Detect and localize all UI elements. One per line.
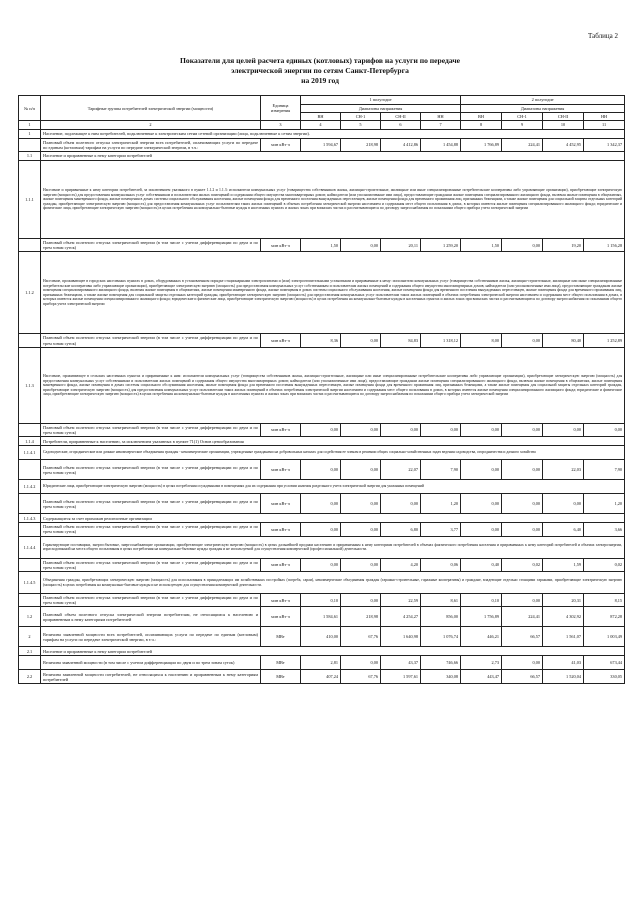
value-cell: 3,77 bbox=[421, 523, 461, 536]
value-cell: 1,50 bbox=[301, 239, 341, 252]
value-cell: 224,41 bbox=[502, 138, 543, 151]
row-description: Объединения граждан, приобретающих электрическую энергию (мощность) для использования в принадлежащих им хозяйственных постройках (погреба, сараи), некоммерческие объединения граждан (гаражно-строительные, гаражные кооперативы) и граждане, владеющие отдельно стоящими гаражами, приобретающие электрическую энергию (мощность) в целях потребления на коммунально-бытовые нужды и не используемую для осуществления коммерческой деятельности. bbox=[41, 572, 625, 594]
value-cell: 0,00 bbox=[341, 558, 381, 571]
value-cell: 41,03 bbox=[543, 656, 584, 670]
row-description: Плановый объем полезного отпуска электрической энергии всех потребителей, оплачивающих услуги по передаче по единым (котловым) тарифам на услуги по передаче электрической энергии, в т.ч.: bbox=[41, 138, 261, 151]
value-cell: 872,28 bbox=[584, 607, 625, 627]
row-number: 1.1.2 bbox=[19, 252, 41, 334]
value-cell: 0,06 bbox=[421, 558, 461, 571]
value-cell: 1 594,67 bbox=[301, 138, 341, 151]
row-number: 1 bbox=[19, 129, 41, 138]
value-cell: 7,90 bbox=[421, 460, 461, 480]
value-cell: 856,00 bbox=[421, 607, 461, 627]
header-num: № п/п bbox=[19, 96, 41, 121]
table-row bbox=[19, 446, 625, 460]
value-cell: 410,00 bbox=[301, 627, 341, 647]
value-cell: 673,44 bbox=[584, 656, 625, 670]
value-cell: 0,00 bbox=[502, 334, 543, 347]
value-cell: 67,76 bbox=[341, 670, 381, 684]
header-col-vn: ВН bbox=[301, 113, 341, 121]
table-row bbox=[19, 670, 625, 684]
row-number bbox=[19, 423, 41, 436]
title-line-1: Показатели для целей расчета единых (котловых) тарифов на услуги по передаче bbox=[179, 56, 461, 65]
header-unit: Единица измерения bbox=[261, 96, 301, 121]
value-cell: 0,00 bbox=[502, 494, 543, 514]
value-cell: 0,00 bbox=[341, 656, 381, 670]
value-cell: 0,00 bbox=[301, 423, 341, 436]
tariff-table bbox=[18, 95, 625, 684]
table-row bbox=[19, 129, 625, 138]
value-cell: 6,40 bbox=[543, 523, 584, 536]
table-row bbox=[19, 423, 625, 436]
row-description: Плановый объем полезного отпуска электрической энергии (в том числе с учетом дифференциации по двум и по трем зонам суток) bbox=[41, 558, 261, 571]
row-description: Плановый объем полезного отпуска электрической энергии потребителям, не относящимся к населению и приравненным к нему категориям потребителей bbox=[41, 607, 261, 627]
value-cell: 4 412,86 bbox=[381, 138, 421, 151]
row-unit: МВт bbox=[261, 627, 301, 647]
value-cell: 0,10 bbox=[461, 594, 502, 607]
row-number: 2 bbox=[19, 627, 41, 647]
value-cell: 43,37 bbox=[381, 656, 421, 670]
row-description: Плановый объем полезного отпуска электрической энергии (в том числе с учетом дифференциации по двум и по трем зонам суток) bbox=[41, 239, 261, 252]
value-cell: 1 156,28 bbox=[584, 239, 625, 252]
row-number bbox=[19, 494, 41, 514]
row-description: Плановый объем полезного отпуска электрической энергии (в том числе с учетом дифференциации по двум и по трем зонам суток) bbox=[41, 494, 261, 514]
column-index: 6 bbox=[381, 121, 421, 129]
row-number: 1.1.1 bbox=[19, 161, 41, 239]
value-cell: 0,00 bbox=[461, 423, 502, 436]
column-index: 8 bbox=[461, 121, 502, 129]
value-cell: 0,00 bbox=[502, 594, 543, 607]
value-cell: 0,00 bbox=[381, 423, 421, 436]
row-number bbox=[19, 594, 41, 607]
table-row bbox=[19, 536, 625, 558]
row-unit: МВт bbox=[261, 670, 301, 684]
value-cell: 4,20 bbox=[381, 558, 421, 571]
header-col-vn: ВН bbox=[461, 113, 502, 121]
row-number: 1.1 bbox=[19, 152, 41, 161]
value-cell: 1,20 bbox=[421, 494, 461, 514]
value-cell: 8,15 bbox=[584, 594, 625, 607]
row-description: Население и приравненные к нему категории потребителей, за исключением указанного в пункте 1.1.2 и 1.1.3: исполнители коммунальных услуг (товарищества собственников жилья, жилищно-строительные, жилищные или иные специализированные потребительские кооперативы либо управляющие организации), приобретающие электрическую энергию (мощность) для предоставления коммунальных услуг собственникам и пользователям жилых помещений и содержания общего имущества многоквартирных домов; наймодатели (или уполномоченные ими лица), предоставляющие гражданам жилые помещения специализированного жилищного фонда, включая жилые помещения в общежитиях, жилые помещения маневренного фонда, жилые помещения в домах системы социального обслуживания населения, жилые помещения фонда для временного поселения вынужденных переселенцев, жилые помещения фонда для временного проживания лиц, признанных беженцами, а также жилые помещения для социальной защиты отдельных категорий граждан, приобретающие электрическую энергию (мощность) для предоставления коммунальных услуг пользователям таких жилых помещений в объемах потребления электрической энергии населением и содержания мест общего пользования в домах, в которых имеются жилые помещения специализированного жилищного фонда; юридические и физические лица, приобретающие электрическую энергию (мощность) в целях потребления на коммунально-бытовые нужды в населенных пунктах и жилых зонах при воинских частях и рассчитывающиеся по договору энергоснабжения по показаниям общего прибора учета электрической энергии bbox=[41, 161, 625, 239]
row-number bbox=[19, 523, 41, 536]
row-description: Гарантирующие поставщики, энергосбытовые, энергоснабжающие организации, приобретающие электрическую энергию (мощность) в целях дальнейшей продажи населению и приравненным к нему категориям потребителей в объемах фактического потребления населения и приравненных к нему категорий потребителей и объемах электроэнергии, израсходованной на места общего пользования в целях потребления на коммунально-бытовые нужды граждан и не используемой для осуществления коммерческой (профессиональной) деятельности. bbox=[41, 536, 625, 558]
value-cell: 20,11 bbox=[381, 239, 421, 252]
value-cell: 1,20 bbox=[584, 494, 625, 514]
value-cell: 0,02 bbox=[584, 558, 625, 571]
table-row bbox=[19, 594, 625, 607]
table-row bbox=[19, 523, 625, 536]
row-unit: млн кВт·ч bbox=[261, 138, 301, 151]
value-cell: 1 520,04 bbox=[543, 670, 584, 684]
value-cell: 0,00 bbox=[341, 523, 381, 536]
value-cell: 0,00 bbox=[502, 239, 543, 252]
value-cell: 67,76 bbox=[341, 627, 381, 647]
value-cell: 1,50 bbox=[461, 239, 502, 252]
column-index: 7 bbox=[421, 121, 461, 129]
value-cell: 2,73 bbox=[461, 656, 502, 670]
value-cell: 0,40 bbox=[461, 558, 502, 571]
value-cell: 0,00 bbox=[341, 334, 381, 347]
value-cell: 1 584,61 bbox=[301, 607, 341, 627]
value-cell: 4 302,92 bbox=[543, 607, 584, 627]
row-description: Население, подлежащее к ним потребителей, подключенные к электрическим сетям сетевой организации (лица, подключенные к сетям энергии). bbox=[41, 129, 625, 138]
value-cell: 330,05 bbox=[584, 670, 625, 684]
value-cell: 19,20 bbox=[543, 239, 584, 252]
row-number: 1.1.4.2 bbox=[19, 480, 41, 494]
value-cell: 22,03 bbox=[543, 460, 584, 480]
header-col-nn: НН bbox=[584, 113, 625, 121]
value-cell: 0,00 bbox=[301, 558, 341, 571]
header-levels-1: Диапазоны напряжения bbox=[301, 105, 461, 113]
table-row bbox=[19, 239, 625, 252]
value-cell: 1 259,20 bbox=[421, 239, 461, 252]
value-cell: 0,00 bbox=[341, 239, 381, 252]
header-levels-2: Диапазоны напряжения bbox=[461, 105, 625, 113]
value-cell: 8,36 bbox=[301, 334, 341, 347]
header-groups: Тарифные группы потребителей электрической энергии (мощности) bbox=[41, 96, 261, 121]
value-cell: 0,00 bbox=[381, 494, 421, 514]
table-row bbox=[19, 494, 625, 514]
value-cell: 4 452,95 bbox=[543, 138, 584, 151]
header-half-2: 2 полугодие bbox=[461, 96, 625, 105]
row-description: Плановый объем полезного отпуска электрической энергии (в том числе с учетом дифференциации по двум и по трем зонам суток) bbox=[41, 423, 261, 436]
value-cell: 0,00 bbox=[502, 423, 543, 436]
value-cell: 340,08 bbox=[421, 670, 461, 684]
table-row bbox=[19, 460, 625, 480]
value-cell: 80,40 bbox=[543, 334, 584, 347]
value-cell: 224,41 bbox=[502, 607, 543, 627]
row-description: Население, проживающее в городских населенных пунктах в домах, оборудованных в установленном порядке стационарными электроплитами и (или) электроотопительными установками и приравненные к нему: исполнители коммунальных услуг (товарищества собственников жилья, жилищно-строительные, жилищные или иные специализированные потребительские кооперативы либо управляющие организации), приобретающие электрическую энергию (мощность) для предоставления коммунальных услуг собственникам и пользователям жилых помещений и содержания общего имущества многоквартирных домов; наймодатели (или уполномоченные ими лица), предоставляющие гражданам жилые помещения специализированного жилищного фонда, включая жилые помещения в общежитиях, жилые помещения маневренного фонда, жилые помещения в домах системы социального обслуживания населения, жилые помещения фонда для временного поселения вынужденных переселенцев, жилые помещения фонда для временного проживания лиц, признанных беженцами, а также жилые помещения для социальной защиты отдельных категорий граждан, приобретающие электрическую энергию (мощность) для предоставления коммунальных услуг пользователям таких жилых помещений в объемах потребления электрической энергии населением и содержания мест общего пользования в домах, в которых имеются жилые помещения специализированного жилищного фонда; юридические и физические лица, приобретающие электрическую энергию (мощность) в целях потребления на коммунально-бытовые нужды в населенных пунктах и жилых зонах при воинских частях и рассчитывающиеся по договору энергоснабжения по показаниям общего прибора учета электрической энергии bbox=[41, 252, 625, 334]
row-number: 1.2 bbox=[19, 607, 41, 627]
row-unit: млн кВт·ч bbox=[261, 460, 301, 480]
value-cell: 1 597,61 bbox=[381, 670, 421, 684]
table-row bbox=[19, 252, 625, 334]
value-cell: 0,00 bbox=[341, 494, 381, 514]
row-number: 1.1.4.3 bbox=[19, 514, 41, 523]
value-cell: 66,57 bbox=[502, 627, 543, 647]
header-col-sn1: СН-1 bbox=[502, 113, 543, 121]
value-cell: 0,00 bbox=[341, 594, 381, 607]
row-description: Население, проживающее в сельских населенных пунктах и приравненные к ним: исполнители коммунальных услуг (товарищества собственников жилья, жилищно-строительные, жилищные или иные специализированные потребительские кооперативы либо управляющие организации), приобретающие электрическую энергию (мощность) для предоставления коммунальных услуг собственникам и пользователям жилых помещений и содержания общего имущества многоквартирных домов; наймодатели (или уполномоченные ими лица), предоставляющие гражданам жилые помещения специализированного жилищного фонда, включая жилые помещения в общежитиях, жилые помещения маневренного фонда, жилые помещения в домах системы социального обслуживания населения, жилые помещения фонда для временного поселения вынужденных переселенцев, жилые помещения фонда для временного проживания лиц, признанных беженцами, а также жилые помещения для социальной защиты отдельных категорий граждан, приобретающие электрическую энергию (мощность) для предоставления коммунальных услуг пользователям таких жилых помещений в объемах потребления электрической энергии населением и содержания мест общего пользования в домах, в которых имеются жилые помещения специализированного жилищного фонда; юридические и физические лица, приобретающие электрическую энергию (мощность) в целях потребления на коммунально-бытовые нужды в населенных пунктах и жилых зонах при воинских частях и рассчитывающиеся по договору энергоснабжения по показаниям общего прибора учета электрической энергии bbox=[41, 347, 625, 423]
column-index: 1 bbox=[19, 121, 41, 129]
value-cell: 0,00 bbox=[543, 494, 584, 514]
value-cell: 20,31 bbox=[543, 594, 584, 607]
row-description: Население и приравненные к нему категории потребителей bbox=[41, 647, 625, 656]
header-col-sn2: СН-II bbox=[381, 113, 421, 121]
value-cell: 407,24 bbox=[301, 670, 341, 684]
value-cell: 66,57 bbox=[502, 670, 543, 684]
value-cell: 1 756,89 bbox=[461, 607, 502, 627]
value-cell: 7,90 bbox=[584, 460, 625, 480]
value-cell: 1 318,12 bbox=[421, 334, 461, 347]
row-description: Плановый объем полезного отпуска электрической энергии (в том числе с учетом дифференциации по двум и по трем зонам суток) bbox=[41, 460, 261, 480]
row-description: Плановый объем полезного отпуска электрической энергии (в том числе с учетом дифференциации по двум и по трем зонам суток) bbox=[41, 594, 261, 607]
value-cell: 1 076,74 bbox=[421, 627, 461, 647]
row-number bbox=[19, 656, 41, 670]
table-row bbox=[19, 334, 625, 347]
column-index: 5 bbox=[341, 121, 381, 129]
row-description: Величина заявленной мощности потребителей, не относящихся к населению и приравненным к нему категориям потребителей bbox=[41, 670, 261, 684]
column-index: 11 bbox=[584, 121, 625, 129]
row-unit: млн кВт·ч bbox=[261, 607, 301, 627]
table-row bbox=[19, 347, 625, 423]
value-cell: 1 561,07 bbox=[543, 627, 584, 647]
title-line-3: на 2019 год bbox=[301, 76, 339, 85]
row-description: Плановый объем полезного отпуска электрической энергии (в том числе с учетом дифференциации по двум и по трем зонам суток) bbox=[41, 523, 261, 536]
value-cell: 0,00 bbox=[461, 523, 502, 536]
value-cell: 746,66 bbox=[421, 656, 461, 670]
row-unit: МВт bbox=[261, 656, 301, 670]
row-description: Садоводческие, огороднические или дачные некоммерческие объединения граждан - некоммерческие организации, учрежденные гражданами на добровольных началах для содействия ее членам в решении общих социально-хозяйственных задач ведения садоводства, огородничества и дачного хозяйства bbox=[41, 446, 625, 460]
table-row bbox=[19, 558, 625, 571]
value-cell: 443,47 bbox=[461, 670, 502, 684]
value-cell: 0,00 bbox=[502, 460, 543, 480]
value-cell: 218,98 bbox=[341, 607, 381, 627]
value-cell: 8,61 bbox=[421, 594, 461, 607]
value-cell: 1 342,37 bbox=[584, 138, 625, 151]
value-cell: 3,66 bbox=[584, 523, 625, 536]
row-description: Юридические лица, приобретающие электрическую энергию (мощность) в целях потребления осужденными в помещениях для их содержания при условии наличия раздельного учета электрической энергии для указанных помещений bbox=[41, 480, 625, 494]
table-row bbox=[19, 572, 625, 594]
value-cell: 0,02 bbox=[502, 558, 543, 571]
value-cell: 1 252,89 bbox=[584, 334, 625, 347]
table-row bbox=[19, 138, 625, 151]
value-cell: 0,00 bbox=[461, 494, 502, 514]
column-index: 2 bbox=[41, 121, 261, 129]
header-col-nn: НН bbox=[421, 113, 461, 121]
row-unit: млн кВт·ч bbox=[261, 558, 301, 571]
value-cell: 1,59 bbox=[543, 558, 584, 571]
table-row bbox=[19, 152, 625, 161]
row-number bbox=[19, 558, 41, 571]
value-cell: 22,07 bbox=[381, 460, 421, 480]
row-unit: млн кВт·ч bbox=[261, 423, 301, 436]
header-half-1: 1 полугодие bbox=[301, 96, 461, 105]
table-row bbox=[19, 647, 625, 656]
value-cell: 8,00 bbox=[461, 334, 502, 347]
value-cell: 0,10 bbox=[301, 594, 341, 607]
table-row bbox=[19, 627, 625, 647]
value-cell: 0,00 bbox=[543, 423, 584, 436]
header-col-sn2: СН-II bbox=[543, 113, 584, 121]
row-description: Плановый объем полезного отпуска электрической энергии (в том числе с учетом дифференциации по двум и по трем зонам суток) bbox=[41, 334, 261, 347]
row-number bbox=[19, 460, 41, 480]
row-number: 1.1.4 bbox=[19, 437, 41, 446]
value-cell: 0,00 bbox=[341, 460, 381, 480]
value-cell: 1 766,89 bbox=[461, 138, 502, 151]
row-description: Величина заявленной мощности всех потребителей, оплачивающих услуги по передаче по единым (котловым) тарифам на услуги по передаче электрической энергии, в т.ч.: bbox=[41, 627, 261, 647]
value-cell: 0,00 bbox=[421, 423, 461, 436]
value-cell: 218,98 bbox=[341, 138, 381, 151]
value-cell: 0,00 bbox=[301, 494, 341, 514]
row-unit: млн кВт·ч bbox=[261, 239, 301, 252]
row-number: 2.2 bbox=[19, 670, 41, 684]
value-cell: 0,00 bbox=[301, 523, 341, 536]
value-cell: 1 454,88 bbox=[421, 138, 461, 151]
row-unit: млн кВт·ч bbox=[261, 334, 301, 347]
row-number bbox=[19, 239, 41, 252]
value-cell: 0,00 bbox=[341, 423, 381, 436]
value-cell: 1 640,98 bbox=[381, 627, 421, 647]
value-cell: 0,00 bbox=[461, 460, 502, 480]
value-cell: 4 254,27 bbox=[381, 607, 421, 627]
value-cell: 0,00 bbox=[584, 423, 625, 436]
table-number: Таблица 2 bbox=[588, 32, 618, 40]
table-row bbox=[19, 607, 625, 627]
value-cell: 6,80 bbox=[381, 523, 421, 536]
value-cell: 0,00 bbox=[301, 460, 341, 480]
table-row bbox=[19, 656, 625, 670]
value-cell: 446,21 bbox=[461, 627, 502, 647]
row-number: 1.1.4.5 bbox=[19, 572, 41, 594]
row-number: 2.1 bbox=[19, 647, 41, 656]
header-col-sn1: СН-1 bbox=[341, 113, 381, 121]
row-description: Население и приравненные к нему категории потребителей bbox=[41, 152, 625, 161]
row-unit: млн кВт·ч bbox=[261, 594, 301, 607]
value-cell: 2,81 bbox=[301, 656, 341, 670]
row-number bbox=[19, 334, 41, 347]
row-description: Потребители, приравненные к населению, за исключением указанных в пункте 71(1) Основ ценообразования bbox=[41, 437, 625, 446]
row-unit: млн кВт·ч bbox=[261, 494, 301, 514]
value-cell: 84,83 bbox=[381, 334, 421, 347]
value-cell: 0,00 bbox=[502, 656, 543, 670]
column-index: 3 bbox=[261, 121, 301, 129]
table-row bbox=[19, 514, 625, 523]
title-line-2: электрической энергии по сетям Санкт-Петербурга bbox=[231, 66, 409, 75]
column-index: 10 bbox=[543, 121, 584, 129]
row-number: 1.1.4.4 bbox=[19, 536, 41, 558]
row-number: 1.1.3 bbox=[19, 347, 41, 423]
column-index: 9 bbox=[502, 121, 543, 129]
row-number: 1.1.4.1 bbox=[19, 446, 41, 460]
value-cell: 1 003,49 bbox=[584, 627, 625, 647]
row-description: Содержащиеся за счет прихожан религиозные организации bbox=[41, 514, 625, 523]
table-row bbox=[19, 437, 625, 446]
row-unit: млн кВт·ч bbox=[261, 523, 301, 536]
column-index: 4 bbox=[301, 121, 341, 129]
table-row bbox=[19, 161, 625, 239]
table-row bbox=[19, 480, 625, 494]
row-description: Величина заявленной мощности (в том числе с учетом дифференциации по двум и по трем зонам суток) bbox=[41, 656, 261, 670]
row-number bbox=[19, 138, 41, 151]
value-cell: 0,00 bbox=[502, 523, 543, 536]
value-cell: 22,59 bbox=[381, 594, 421, 607]
